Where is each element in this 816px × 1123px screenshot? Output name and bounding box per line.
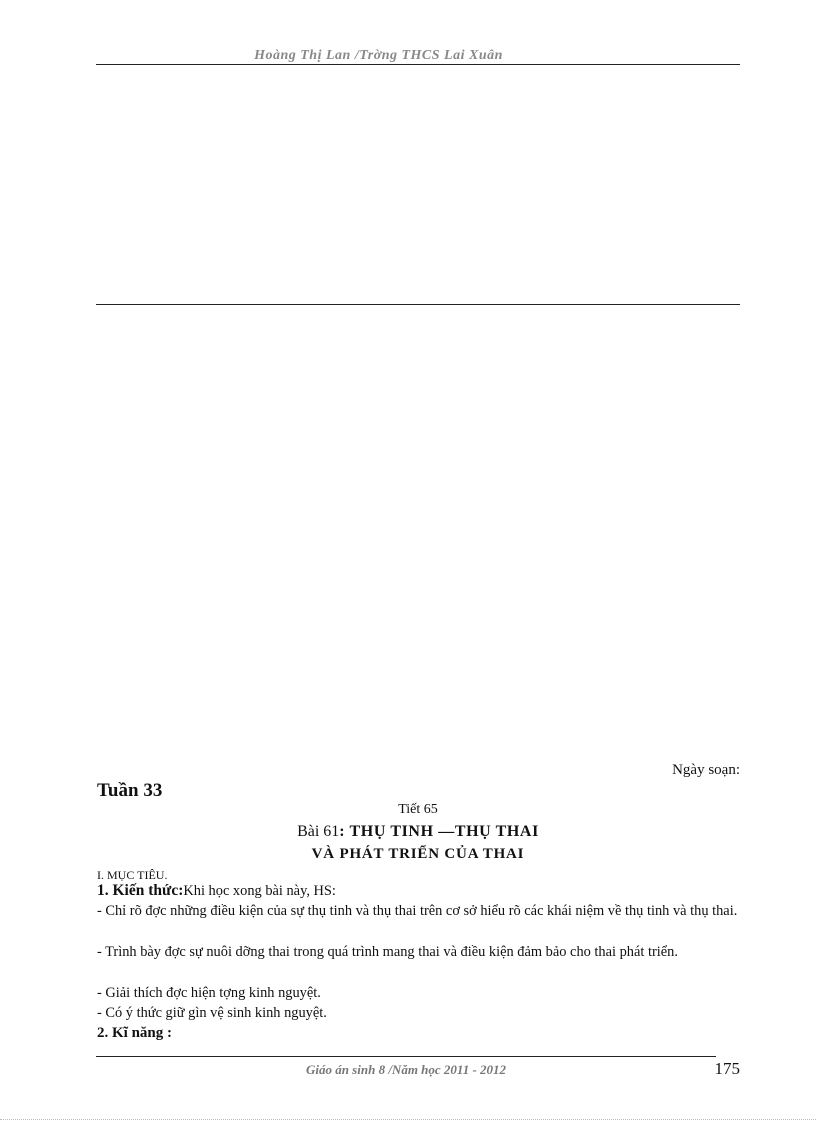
skills-heading: 2. Kĩ năng :	[97, 1025, 173, 1041]
footer-text: Giáo án sinh 8 /Năm học 2011 - 2012	[305, 1062, 507, 1077]
objective-item: - Trình bày đợc sự nuôi dỡng thai trong quá trình mang thai và điều kiện đảm bảo cho thai phát triển.	[97, 944, 678, 960]
knowledge-label: 1. Kiến thức:	[97, 882, 184, 899]
week-heading: Tuần 33	[97, 780, 163, 801]
knowledge-intro: Khi học xong bài này, HS:	[183, 883, 336, 899]
objective-item: - Giải thích đợc hiện tợng kinh nguyệt.	[97, 985, 321, 1001]
page-number: 175	[714, 1059, 740, 1078]
date-label: Ngày soạn:	[672, 762, 740, 778]
footer-rule	[96, 1056, 716, 1057]
lesson-title	[96, 823, 740, 841]
section-heading: I. MỤC TIÊU.	[97, 868, 168, 882]
lesson-title-main: : THỤ TINH —THỤ THAI	[339, 823, 539, 840]
header-text: Hoàng Thị Lan /Trờng THCS Lai Xuân	[254, 48, 503, 63]
lesson-number: Bài 61	[297, 823, 340, 840]
header-rule	[96, 64, 740, 65]
section-divider	[96, 304, 740, 305]
objective-item: - Có ý thức giữ gìn vệ sinh kinh nguyệt.	[97, 1005, 327, 1021]
lesson-title-line2: VÀ PHÁT TRIỂN CỦA THAI	[311, 846, 525, 862]
period-heading: Tiết 65	[398, 802, 438, 817]
bottom-edge	[0, 1119, 816, 1120]
knowledge-line	[97, 881, 740, 902]
objective-item: - Chỉ rõ đợc những điều kiện của sự thụ tinh và thụ thai trên cơ sở hiểu rõ các khái niệm về thụ tinh và thụ thai.	[97, 903, 738, 919]
